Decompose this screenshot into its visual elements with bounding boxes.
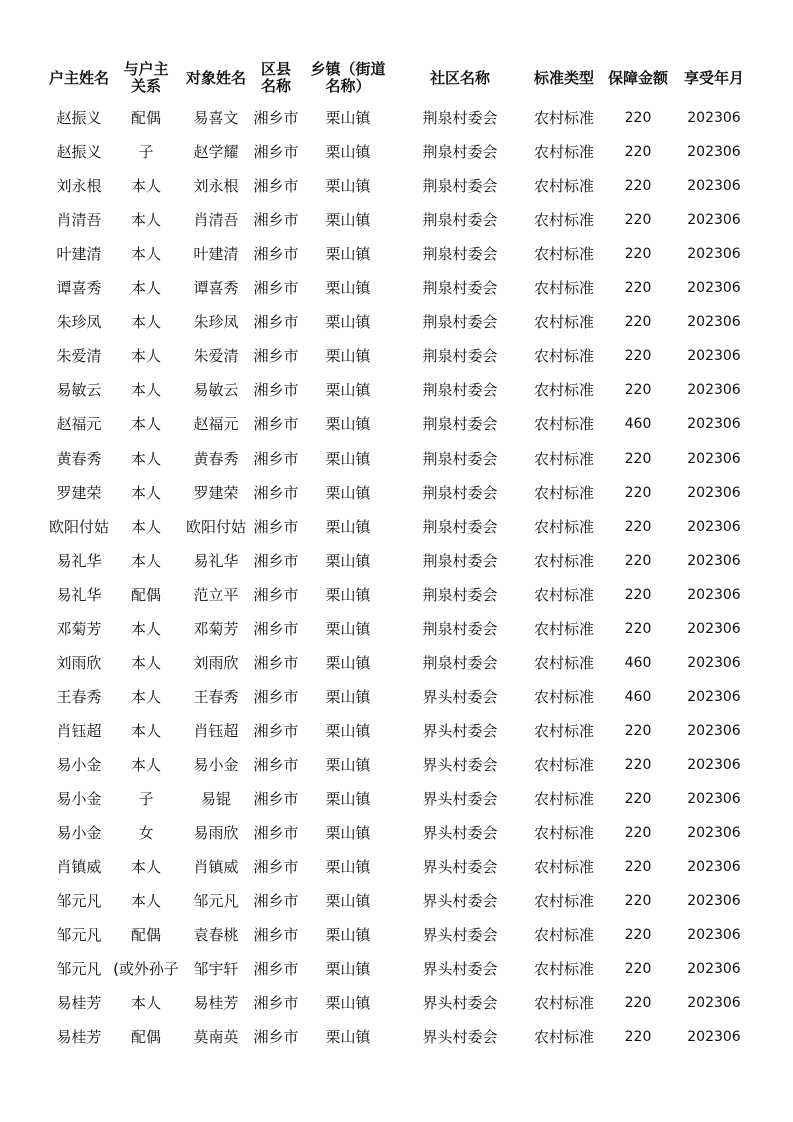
county-cell: 湘乡市 — [253, 721, 299, 740]
month-cell: 202306 — [687, 620, 741, 637]
recipient-name-cell: 叶建清 — [193, 245, 239, 264]
table-row — [0, 612, 793, 646]
community-cell: 界头村委会 — [422, 721, 498, 740]
recipient-name-cell: 易桂芳 — [193, 994, 239, 1013]
recipient-name-cell: 朱爱清 — [193, 347, 239, 366]
recipient-name-cell: 肖清吾 — [193, 211, 239, 230]
standard-type-cell: 农村标准 — [533, 926, 594, 945]
table-row — [0, 680, 793, 714]
county-cell: 湘乡市 — [253, 551, 299, 570]
month-cell: 202306 — [687, 484, 741, 501]
county-cell: 湘乡市 — [253, 211, 299, 230]
householder-name-cell: 罗建荣 — [56, 483, 102, 502]
table-row — [0, 578, 793, 612]
community-cell: 荆泉村委会 — [422, 211, 498, 230]
community-cell: 界头村委会 — [422, 687, 498, 706]
county-cell: 湘乡市 — [253, 279, 299, 298]
month-cell: 202306 — [687, 688, 741, 705]
town-cell: 栗山镇 — [325, 211, 371, 230]
county-cell: 湘乡市 — [253, 313, 299, 332]
header-relation: 与户主 关系 — [123, 60, 169, 95]
householder-name-cell: 赵福元 — [56, 415, 102, 434]
town-cell: 栗山镇 — [325, 926, 371, 945]
town-cell: 栗山镇 — [325, 551, 371, 570]
town-cell: 栗山镇 — [325, 790, 371, 808]
community-cell: 界头村委会 — [422, 1028, 498, 1047]
county-cell: 湘乡市 — [253, 687, 299, 706]
relation-cell: 本人 — [130, 449, 161, 468]
community-cell: 界头村委会 — [422, 858, 498, 877]
county-cell: 湘乡市 — [253, 449, 299, 468]
table-row — [0, 339, 793, 373]
month-cell: 202306 — [687, 246, 741, 263]
standard-type-cell: 农村标准 — [533, 653, 594, 672]
standard-type-cell: 农村标准 — [533, 483, 594, 502]
recipient-name-cell: 易小金 — [193, 755, 239, 774]
amount-cell: 220 — [624, 518, 652, 535]
standard-type-cell: 农村标准 — [533, 790, 594, 808]
recipient-name-cell: 邓菊芳 — [193, 619, 239, 638]
town-cell: 栗山镇 — [325, 994, 371, 1013]
table-row — [0, 952, 793, 986]
town-cell: 栗山镇 — [325, 279, 371, 298]
town-cell: 栗山镇 — [325, 415, 371, 434]
recipient-name-cell: 赵学耀 — [193, 143, 239, 162]
county-cell: 湘乡市 — [253, 483, 299, 502]
amount-cell: 220 — [624, 859, 652, 876]
header-town: 乡镇（街道 名称） — [310, 60, 386, 95]
table-row — [0, 407, 793, 441]
community-cell: 界头村委会 — [422, 824, 498, 843]
householder-name-cell: 赵振义 — [56, 109, 102, 127]
community-cell: 荆泉村委会 — [422, 109, 498, 127]
recipient-name-cell: 刘雨欣 — [193, 653, 239, 672]
county-cell: 湘乡市 — [253, 960, 299, 979]
recipient-name-cell: 易喜文 — [193, 109, 239, 127]
table-row — [0, 442, 793, 476]
table-row — [0, 918, 793, 952]
standard-type-cell: 农村标准 — [533, 755, 594, 774]
town-cell: 栗山镇 — [325, 721, 371, 740]
standard-type-cell: 农村标准 — [533, 449, 594, 468]
county-cell: 湘乡市 — [253, 245, 299, 264]
month-cell: 202306 — [687, 178, 741, 195]
householder-name-cell: 肖镇威 — [56, 858, 102, 877]
month-cell: 202306 — [687, 654, 741, 671]
table-row — [0, 850, 793, 884]
standard-type-cell: 农村标准 — [533, 347, 594, 366]
county-cell: 湘乡市 — [253, 619, 299, 638]
month-cell: 202306 — [687, 995, 741, 1012]
table-row — [0, 135, 793, 169]
standard-type-cell: 农村标准 — [533, 381, 594, 400]
month-cell: 202306 — [687, 450, 741, 467]
town-cell: 栗山镇 — [325, 483, 371, 502]
standard-type-cell: 农村标准 — [533, 994, 594, 1013]
amount-cell: 220 — [624, 314, 652, 331]
recipient-name-cell: 刘永根 — [193, 177, 239, 196]
standard-type-cell: 农村标准 — [533, 551, 594, 570]
table-row — [0, 305, 793, 339]
town-cell: 栗山镇 — [325, 619, 371, 638]
community-cell: 荆泉村委会 — [422, 347, 498, 366]
month-cell: 202306 — [687, 927, 741, 944]
town-cell: 栗山镇 — [325, 755, 371, 774]
standard-type-cell: 农村标准 — [533, 313, 594, 332]
county-cell: 湘乡市 — [253, 790, 299, 808]
householder-name-cell: 易小金 — [56, 790, 102, 808]
householder-name-cell: 易小金 — [56, 755, 102, 774]
town-cell: 栗山镇 — [325, 109, 371, 127]
recipient-name-cell: 莫南英 — [193, 1028, 239, 1047]
community-cell: 荆泉村委会 — [422, 483, 498, 502]
standard-type-cell: 农村标准 — [533, 415, 594, 434]
month-cell: 202306 — [687, 314, 741, 331]
table-row — [0, 476, 793, 510]
relation-cell: 本人 — [130, 347, 161, 366]
standard-type-cell: 农村标准 — [533, 109, 594, 127]
amount-cell: 220 — [624, 995, 652, 1012]
standard-type-cell: 农村标准 — [533, 960, 594, 979]
relation-cell: 配偶 — [130, 926, 161, 945]
month-cell: 202306 — [687, 859, 741, 876]
relation-cell: 本人 — [130, 245, 161, 264]
householder-name-cell: 欧阳付姑 — [48, 517, 109, 536]
header-month: 享受年月 — [683, 68, 744, 87]
amount-cell: 220 — [624, 586, 652, 603]
recipient-name-cell: 邹元凡 — [193, 892, 239, 911]
recipient-name-cell: 易礼华 — [193, 551, 239, 570]
town-cell: 栗山镇 — [325, 177, 371, 196]
recipient-name-cell: 易敏云 — [193, 381, 239, 400]
recipient-name-cell: 易雨欣 — [193, 824, 239, 843]
amount-cell: 220 — [624, 178, 652, 195]
relation-cell: 本人 — [130, 381, 161, 400]
standard-type-cell: 农村标准 — [533, 687, 594, 706]
standard-type-cell: 农村标准 — [533, 245, 594, 264]
amount-cell: 220 — [624, 110, 652, 126]
relation-cell: 女 — [138, 824, 154, 843]
month-cell: 202306 — [687, 825, 741, 842]
householder-name-cell: 谭喜秀 — [56, 279, 102, 298]
amount-cell: 220 — [624, 722, 652, 739]
table-row — [0, 1020, 793, 1054]
amount-cell: 220 — [624, 1029, 652, 1046]
relation-cell: 本人 — [130, 653, 161, 672]
householder-name-cell: 朱爱清 — [56, 347, 102, 366]
amount-cell: 220 — [624, 382, 652, 399]
relation-cell: 本人 — [130, 892, 161, 911]
month-cell: 202306 — [687, 756, 741, 773]
householder-name-cell: 易礼华 — [56, 551, 102, 570]
relation-cell: 本人 — [130, 483, 161, 502]
relation-cell: 本人 — [130, 994, 161, 1013]
table-row — [0, 646, 793, 680]
header-county: 区县 名称 — [260, 60, 291, 95]
table-row — [0, 544, 793, 578]
community-cell: 荆泉村委会 — [422, 381, 498, 400]
amount-cell: 460 — [624, 416, 652, 433]
recipient-name-cell: 罗建荣 — [193, 483, 239, 502]
householder-name-cell: 邓菊芳 — [56, 619, 102, 638]
community-cell: 界头村委会 — [422, 960, 498, 979]
county-cell: 湘乡市 — [253, 415, 299, 434]
amount-cell: 460 — [624, 654, 652, 671]
month-cell: 202306 — [687, 1029, 741, 1046]
amount-cell: 220 — [624, 825, 652, 842]
standard-type-cell: 农村标准 — [533, 721, 594, 740]
standard-type-cell: 农村标准 — [533, 517, 594, 536]
county-cell: 湘乡市 — [253, 177, 299, 196]
relation-cell: 配偶 — [130, 585, 161, 604]
month-cell: 202306 — [687, 722, 741, 739]
community-cell: 荆泉村委会 — [422, 585, 498, 604]
recipient-name-cell: 朱珍凤 — [193, 313, 239, 332]
town-cell: 栗山镇 — [325, 143, 371, 162]
table-row — [0, 169, 793, 203]
recipient-name-cell: 肖钰超 — [193, 721, 239, 740]
community-cell: 荆泉村委会 — [422, 313, 498, 332]
month-cell: 202306 — [687, 416, 741, 433]
community-cell: 荆泉村委会 — [422, 517, 498, 536]
amount-cell: 460 — [624, 688, 652, 705]
town-cell: 栗山镇 — [325, 1028, 371, 1047]
community-cell: 荆泉村委会 — [422, 245, 498, 264]
standard-type-cell: 农村标准 — [533, 892, 594, 911]
amount-cell: 220 — [624, 246, 652, 263]
table-row — [0, 782, 793, 816]
relation-cell: 配偶 — [130, 1028, 161, 1047]
relation-cell: 本人 — [130, 619, 161, 638]
community-cell: 界头村委会 — [422, 755, 498, 774]
county-cell: 湘乡市 — [253, 381, 299, 400]
amount-cell: 220 — [624, 348, 652, 365]
relation-cell: 子 — [138, 790, 154, 808]
relation-cell: 本人 — [130, 858, 161, 877]
relation-cell: 子 — [138, 143, 154, 162]
standard-type-cell: 农村标准 — [533, 858, 594, 877]
county-cell: 湘乡市 — [253, 143, 299, 162]
relation-cell: 本人 — [130, 721, 161, 740]
relation-cell: 本人 — [130, 211, 161, 230]
town-cell: 栗山镇 — [325, 858, 371, 877]
amount-cell: 220 — [624, 961, 652, 978]
householder-name-cell: 肖清吾 — [56, 211, 102, 230]
table-row — [0, 271, 793, 305]
town-cell: 栗山镇 — [325, 585, 371, 604]
county-cell: 湘乡市 — [253, 858, 299, 877]
town-cell: 栗山镇 — [325, 653, 371, 672]
relation-cell: 本人 — [130, 551, 161, 570]
amount-cell: 220 — [624, 552, 652, 569]
community-cell: 荆泉村委会 — [422, 551, 498, 570]
amount-cell: 220 — [624, 927, 652, 944]
county-cell: 湘乡市 — [253, 755, 299, 774]
recipient-name-cell: 肖镇威 — [193, 858, 239, 877]
town-cell: 栗山镇 — [325, 687, 371, 706]
county-cell: 湘乡市 — [253, 824, 299, 843]
header-standard-type: 标准类型 — [533, 68, 594, 87]
householder-name-cell: 赵振义 — [56, 143, 102, 162]
recipient-name-cell: 赵福元 — [193, 415, 239, 434]
recipient-name-cell: 黄春秀 — [193, 449, 239, 468]
community-cell: 荆泉村委会 — [422, 279, 498, 298]
relation-cell: 本人 — [130, 755, 161, 774]
county-cell: 湘乡市 — [253, 585, 299, 604]
standard-type-cell: 农村标准 — [533, 177, 594, 196]
table-row — [0, 714, 793, 748]
householder-name-cell: 王春秀 — [56, 687, 102, 706]
relation-cell: (或外孙子 — [113, 960, 179, 979]
town-cell: 栗山镇 — [325, 960, 371, 979]
town-cell: 栗山镇 — [325, 313, 371, 332]
recipient-name-cell: 王春秀 — [193, 687, 239, 706]
table-row — [0, 203, 793, 237]
householder-name-cell: 叶建清 — [56, 245, 102, 264]
month-cell: 202306 — [687, 110, 741, 126]
community-cell: 荆泉村委会 — [422, 653, 498, 672]
community-cell: 界头村委会 — [422, 790, 498, 808]
householder-name-cell: 刘雨欣 — [56, 653, 102, 672]
table-row — [0, 816, 793, 850]
householder-name-cell: 易桂芳 — [56, 994, 102, 1013]
community-cell: 界头村委会 — [422, 926, 498, 945]
relation-cell: 本人 — [130, 517, 161, 536]
relation-cell: 本人 — [130, 313, 161, 332]
month-cell: 202306 — [687, 893, 741, 910]
table-header — [0, 56, 793, 100]
town-cell: 栗山镇 — [325, 892, 371, 911]
relation-cell: 配偶 — [130, 109, 161, 127]
relation-cell: 本人 — [130, 415, 161, 434]
month-cell: 202306 — [687, 382, 741, 399]
standard-type-cell: 农村标准 — [533, 279, 594, 298]
table-row — [0, 101, 793, 135]
month-cell: 202306 — [687, 212, 741, 229]
householder-name-cell: 刘永根 — [56, 177, 102, 196]
county-cell: 湘乡市 — [253, 926, 299, 945]
month-cell: 202306 — [687, 518, 741, 535]
amount-cell: 220 — [624, 893, 652, 910]
householder-name-cell: 邹元凡 — [56, 892, 102, 911]
town-cell: 栗山镇 — [325, 347, 371, 366]
standard-type-cell: 农村标准 — [533, 143, 594, 162]
county-cell: 湘乡市 — [253, 109, 299, 127]
table-row — [0, 986, 793, 1020]
recipient-name-cell: 袁春桃 — [193, 926, 239, 945]
town-cell: 栗山镇 — [325, 517, 371, 536]
householder-name-cell: 易礼华 — [56, 585, 102, 604]
amount-cell: 220 — [624, 791, 652, 807]
community-cell: 荆泉村委会 — [422, 449, 498, 468]
community-cell: 荆泉村委会 — [422, 415, 498, 434]
header-recipient-name: 对象姓名 — [185, 68, 246, 87]
table-row — [0, 373, 793, 407]
county-cell: 湘乡市 — [253, 994, 299, 1013]
county-cell: 湘乡市 — [253, 347, 299, 366]
county-cell: 湘乡市 — [253, 653, 299, 672]
table-row — [0, 884, 793, 918]
householder-name-cell: 易小金 — [56, 824, 102, 843]
amount-cell: 220 — [624, 484, 652, 501]
householder-name-cell: 易桂芳 — [56, 1028, 102, 1047]
community-cell: 荆泉村委会 — [422, 177, 498, 196]
table-row — [0, 748, 793, 782]
householder-name-cell: 黄春秀 — [56, 449, 102, 468]
county-cell: 湘乡市 — [253, 1028, 299, 1047]
town-cell: 栗山镇 — [325, 449, 371, 468]
county-cell: 湘乡市 — [253, 517, 299, 536]
month-cell: 202306 — [687, 552, 741, 569]
month-cell: 202306 — [687, 348, 741, 365]
standard-type-cell: 农村标准 — [533, 824, 594, 843]
recipient-name-cell: 欧阳付姑 — [185, 517, 246, 536]
town-cell: 栗山镇 — [325, 245, 371, 264]
relation-cell: 本人 — [130, 177, 161, 196]
householder-name-cell: 朱珍凤 — [56, 313, 102, 332]
recipient-name-cell: 谭喜秀 — [193, 279, 239, 298]
town-cell: 栗山镇 — [325, 824, 371, 843]
householder-name-cell: 邹元凡 — [56, 926, 102, 945]
relation-cell: 本人 — [130, 279, 161, 298]
amount-cell: 220 — [624, 212, 652, 229]
amount-cell: 220 — [624, 280, 652, 297]
standard-type-cell: 农村标准 — [533, 211, 594, 230]
month-cell: 202306 — [687, 961, 741, 978]
householder-name-cell: 邹元凡 — [56, 960, 102, 979]
amount-cell: 220 — [624, 756, 652, 773]
month-cell: 202306 — [687, 791, 741, 807]
month-cell: 202306 — [687, 144, 741, 161]
town-cell: 栗山镇 — [325, 381, 371, 400]
community-cell: 荆泉村委会 — [422, 143, 498, 162]
community-cell: 荆泉村委会 — [422, 619, 498, 638]
standard-type-cell: 农村标准 — [533, 585, 594, 604]
header-householder-name: 户主姓名 — [48, 68, 109, 87]
header-community: 社区名称 — [429, 68, 490, 87]
householder-name-cell: 肖钰超 — [56, 721, 102, 740]
amount-cell: 220 — [624, 620, 652, 637]
header-amount: 保障金额 — [607, 68, 668, 87]
recipient-name-cell: 邹宇轩 — [193, 960, 239, 979]
table-row — [0, 237, 793, 271]
month-cell: 202306 — [687, 586, 741, 603]
community-cell: 界头村委会 — [422, 892, 498, 911]
standard-type-cell: 农村标准 — [533, 1028, 594, 1047]
amount-cell: 220 — [624, 144, 652, 161]
relation-cell: 本人 — [130, 687, 161, 706]
standard-type-cell: 农村标准 — [533, 619, 594, 638]
county-cell: 湘乡市 — [253, 892, 299, 911]
community-cell: 界头村委会 — [422, 994, 498, 1013]
recipient-name-cell: 范立平 — [193, 585, 239, 604]
recipient-name-cell: 易锟 — [200, 790, 231, 808]
amount-cell: 220 — [624, 450, 652, 467]
householder-name-cell: 易敏云 — [56, 381, 102, 400]
table-row — [0, 510, 793, 544]
month-cell: 202306 — [687, 280, 741, 297]
